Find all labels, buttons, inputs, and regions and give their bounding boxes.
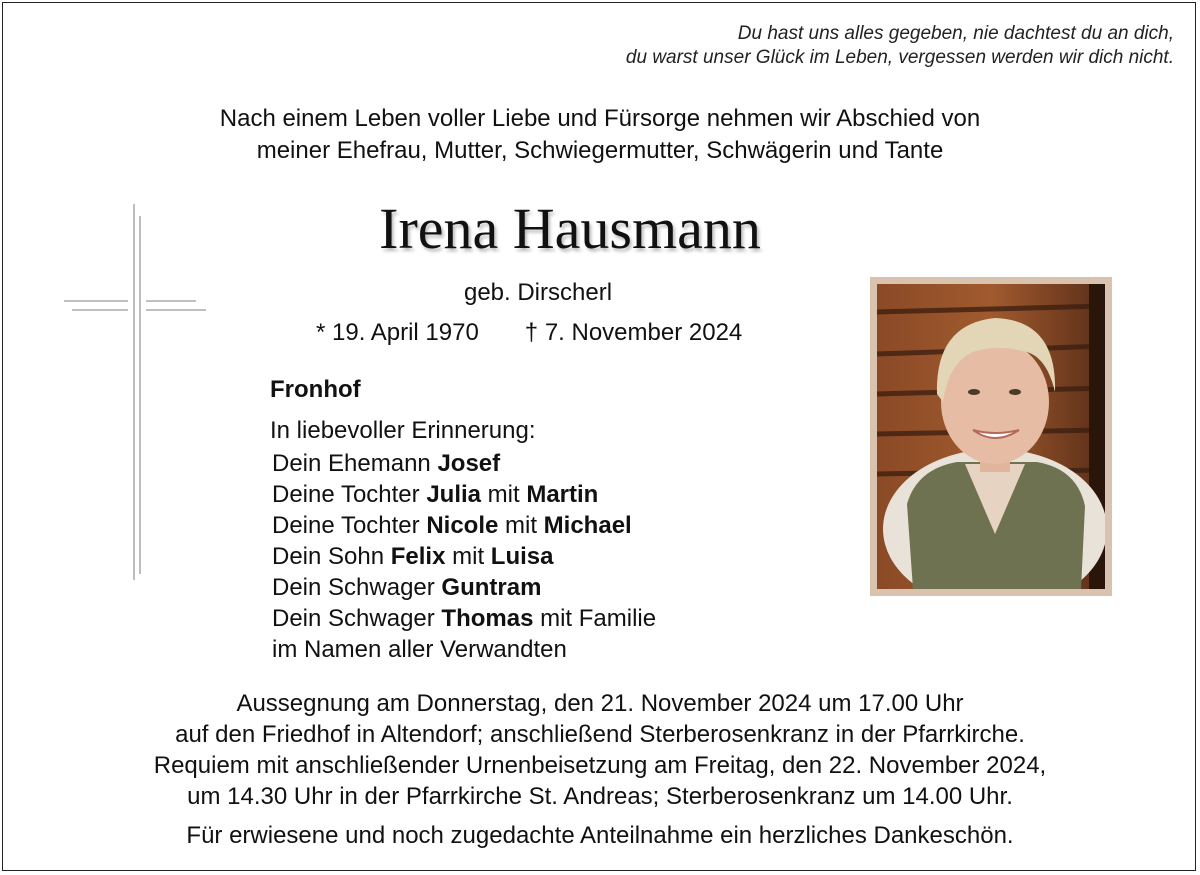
family-row: Deine Tochter Nicole mit Michael (272, 512, 632, 539)
death-date: † 7. November 2024 (524, 319, 743, 346)
family-row: Dein Sohn Felix mit Luisa (272, 543, 554, 570)
intro-line-2: meiner Ehefrau, Mutter, Schwiegermutter, Schwägerin und Tante (256, 137, 944, 164)
place-name: Fronhof (270, 376, 361, 403)
thanks-line: Für erwiesene und noch zugedachte Anteilnahme ein herzliches Dankeschön. (186, 822, 1014, 849)
quote-line-1: Du hast uns alles gegeben, nie dachtest du an dich, (737, 23, 1174, 44)
memory-heading: In liebevoller Erinnerung: (270, 417, 536, 444)
notice-line-2: auf den Friedhof in Altendorf; anschließend Sterberosenkranz in der Pfarrkirche. (175, 721, 1025, 748)
notice-line-1: Aussegnung am Donnerstag, den 21. November 2024 um 17.00 Uhr (236, 690, 964, 717)
birth-name: geb. Dirscherl (463, 279, 613, 306)
family-row: im Namen aller Verwandten (272, 636, 567, 663)
service-notice (0, 688, 1200, 812)
notice-line-4: um 14.30 Uhr in der Pfarrkirche St. Andreas; Sterberosenkranz um 14.00 Uhr. (187, 783, 1013, 810)
family-row: Dein Schwager Thomas mit Familie (272, 605, 657, 632)
deceased-name: Irena Hausmann (379, 196, 761, 261)
cross-icon (60, 202, 210, 580)
family-list (272, 448, 656, 665)
family-row: Deine Tochter Julia mit Martin (272, 481, 599, 508)
family-row: Dein Ehemann Josef (272, 450, 501, 477)
intro-line-1: Nach einem Leben voller Liebe und Fürsorge nehmen wir Abschied von (219, 105, 981, 132)
memorial-quote (274, 22, 1174, 70)
birth-date: * 19. April 1970 (316, 319, 479, 346)
quote-line-2: du warst unser Glück im Leben, vergessen werden wir dich nicht. (625, 47, 1174, 68)
notice-line-3: Requiem mit anschließender Urnenbeisetzung am Freitag, den 22. November 2024, (153, 752, 1047, 779)
life-dates (316, 318, 742, 348)
portrait-photo (870, 277, 1112, 596)
family-row: Dein Schwager Guntram (272, 574, 542, 601)
intro-text (0, 103, 1200, 167)
portrait-image (877, 284, 1105, 589)
